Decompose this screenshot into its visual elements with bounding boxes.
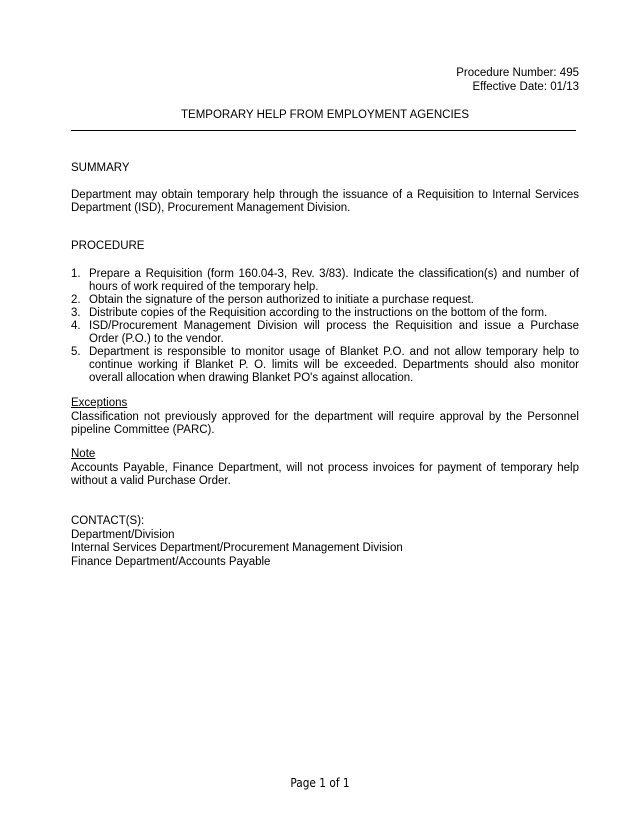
step-number: 4.: [71, 319, 81, 332]
step-text: ISD/Procurement Management Division will process the Requisition and issue a Purchase Order (P.O.) to the vendor.: [89, 319, 579, 345]
procedure-step: [71, 268, 579, 294]
summary-text: Department may obtain temporary help through the issuance of a Requisition to Internal Services Department (ISD), Procurement Management Division.: [71, 188, 579, 214]
step-number: 2.: [71, 293, 81, 306]
exceptions-section: [71, 397, 579, 438]
step-number: 3.: [71, 306, 81, 319]
step-number: 5.: [71, 345, 81, 358]
procedure-number: Procedure Number: 495: [456, 67, 579, 79]
effective-date: Effective Date: 01/13: [472, 81, 579, 93]
contact-line: Internal Services Department/Procurement Management Division: [71, 542, 403, 554]
procedure-step: [71, 294, 579, 307]
step-text: Prepare a Requisition (form 160.04-3, Rev. 3/83). Indicate the classification(s) and number of hours of work required of the temporary help.: [89, 267, 579, 293]
title-divider: [71, 130, 576, 131]
contacts-section: [71, 515, 579, 569]
contact-line: Department/Division: [71, 528, 175, 541]
procedure-section: [71, 240, 579, 385]
procedure-step: [71, 346, 579, 385]
contacts-heading: CONTACT(S):: [71, 515, 145, 527]
exceptions-text: Classification not previously approved for the department will require approval by the Personnel pipeline Committee (PARC).: [71, 410, 579, 436]
step-text: Obtain the signature of the person authorized to initiate a purchase request.: [89, 293, 474, 306]
note-section: [71, 448, 579, 489]
exceptions-heading: Exceptions: [71, 397, 128, 409]
procedure-step: [71, 320, 579, 346]
document-title: TEMPORARY HELP FROM EMPLOYMENT AGENCIES: [181, 109, 469, 121]
step-text: Distribute copies of the Requisition according to the instructions on the bottom of the form.: [89, 306, 548, 319]
page-number: Page 1 of 1: [290, 776, 350, 790]
summary-section: [71, 162, 579, 216]
procedure-heading: PROCEDURE: [71, 240, 145, 252]
note-text: Accounts Payable, Finance Department, will not process invoices for payment of temporary help without a valid Purchase Order.: [71, 461, 579, 487]
contact-line: Finance Department/Accounts Payable: [71, 555, 271, 568]
step-number: 1.: [71, 267, 81, 280]
procedure-step: [71, 307, 579, 320]
note-heading: Note: [71, 448, 96, 460]
procedure-steps: [71, 268, 579, 385]
summary-heading: SUMMARY: [71, 162, 130, 174]
step-text: Department is responsible to monitor usage of Blanket P.O. and not allow temporary help to continue working if Blanket P. O. limits will be exceeded. Departments should also monitor overall allocation when drawing Blanket PO's against allocation.: [89, 345, 579, 384]
document-header: [71, 66, 579, 122]
